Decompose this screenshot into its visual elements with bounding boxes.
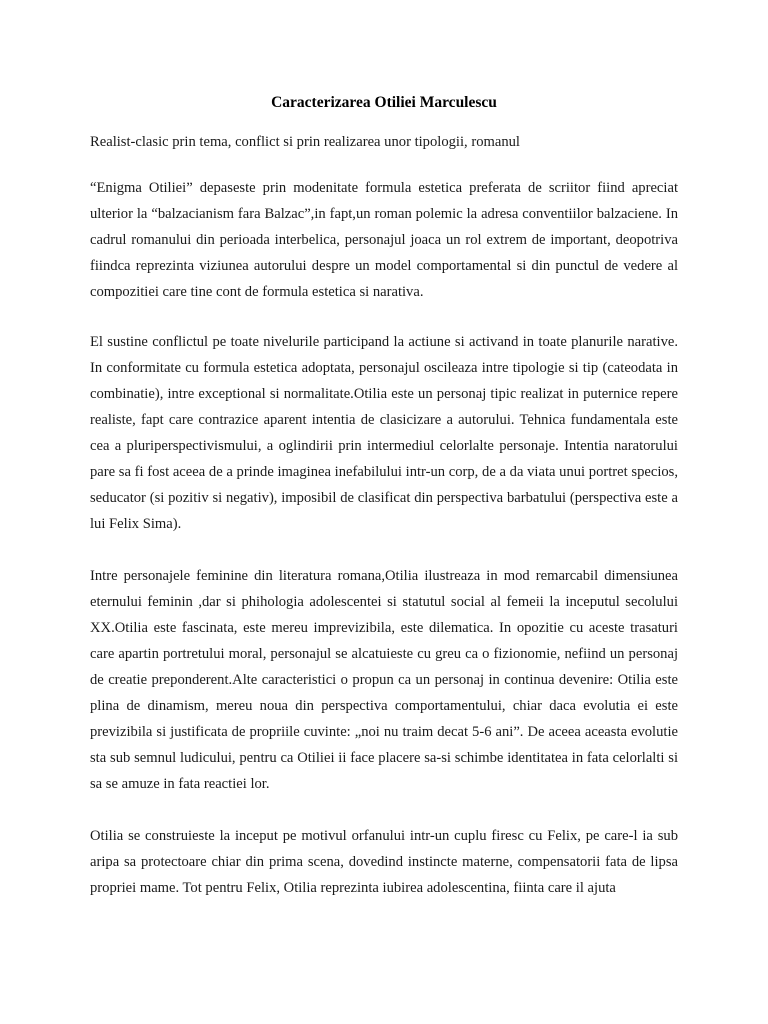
paragraph-1: “Enigma Otiliei” depaseste prin modenitate formula estetica preferata de scriitor fiind apreciat ulterior la “balzacianism fara Balzac”,in fapt,un roman polemic la adresa conventiilor balzaciene. In cadrul romanului din perioada interbelica, personajul joaca un rol extrem de important, deopotriva fiindca reprezinta viziunea autorului despre un model comportamental si din punctul de vedere al compozitiei care tine cont de formula estetica si narativa. (90, 180, 678, 300)
paragraph-2: El sustine conflictul pe toate nivelurile participand la actiune si activand in toate planurile narative. In conformitate cu formula estetica adoptata, personajul oscileaza intre tipologie si tip (cateodata in combinatie), intre exceptional si normalitate.Otilia este un personaj tipic realizat in puternice repere realiste, fapt care contrazice aparent intentia de clasicizare a autorului. Tehnica fundamentala este cea a pluriperspectivismului, a oglindirii prin intermediul celorlalte personaje. Intentia naratorului pare sa fi fost aceea de a prinde imaginea inefabilului intr-un corp, de a da viata unui portret specios, seducator (si pozitiv si negativ), imposibil de clasificat din perspectiva barbatului (perspectiva este a lui Felix Sima). (90, 334, 678, 532)
paragraph-3: Intre personajele feminine din literatura romana,Otilia ilustreaza in mod remarcabil dimensiunea eternului feminin ,dar si phihologia adolescentei si statutul social al femeii la inceputul secolului XX.Otilia este fascinata, este mereu imprevizibila, este dilematica. In opozitie cu aceste trasaturi care apartin portretului moral, personajul se alcatuieste cu greu ca o fizionomie, nefiind un personaj de creatie preponderent.Alte caracteristici o propun ca un personaj in continua devenire: Otilia este plina de dinamism, mereu noua din perspectiva comportamentului, chiar daca evolutia ei este previzibila si justificata de propriile cuvinte: „noi nu traim decat 5-6 ani”. De aceea aceasta evolutie sta sub semnul ludicului, pentru ca Otiliei ii face placere sa-si schimbe identitatea in fata celorlalti si sa se amuze in fata reactiei lor. (90, 568, 678, 792)
document-title: Caracterizarea Otiliei Marculescu (271, 94, 497, 111)
lead-paragraph: Realist-clasic prin tema, conflict si prin realizarea unor tipologii, romanul (90, 134, 520, 150)
paragraph-4: Otilia se construieste la inceput pe motivul orfanului intr-un cuplu firesc cu Felix, pe care-l ia sub aripa sa protectoare chiar din prima scena, dovedind instincte materne, compensatorii fata de lipsa propriei mame. Tot pentru Felix, Otilia reprezinta iubirea adolescentina, fiinta care il ajuta (90, 828, 678, 896)
